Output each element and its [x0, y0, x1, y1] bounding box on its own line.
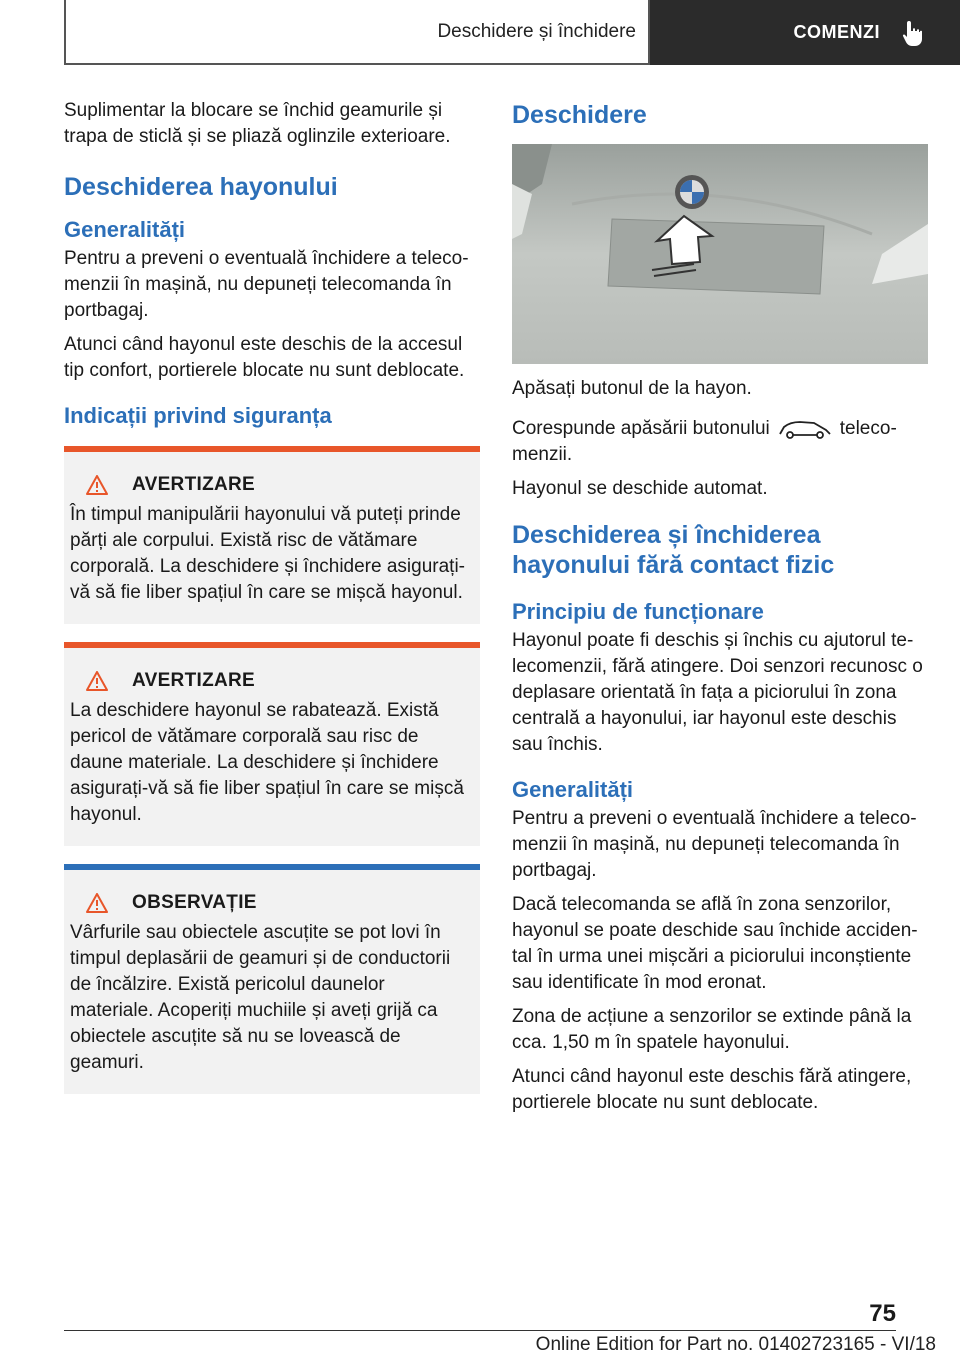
- warning-box-1: [64, 446, 480, 624]
- warning-triangle-icon: [86, 671, 108, 691]
- general2-paragraph-4: Atunci când hayonul este deschis fără atingere, portierele blocate nu sunt deblocate.: [512, 1066, 912, 1113]
- heading-safety: Indicații privind siguranța: [64, 403, 332, 428]
- tailgate-button-photo: [512, 144, 928, 364]
- chapter-title: COMENZI: [793, 22, 880, 42]
- heading-open: Deschidere: [512, 101, 647, 129]
- note-text: Vârfurile sau obiectele ascuțite se pot lovi în timpul deplasării de geamuri și de conductorii de încălzire. Există pericolul daunelor materiale. Acoperiți muchiile și aveți grijă ca obiectele ascuțite să nu se lovească de geamuri.: [70, 922, 451, 1073]
- chapter-tab[interactable]: [650, 0, 960, 65]
- car-tailgate-icon: [776, 418, 834, 440]
- warning-text: La deschidere hayonul se rabatează. Există pericol de vătămare corporală sau risc de daune materiale. La deschidere și închidere asigurați-vă să fie liber spațiul în care se mișcă hayonul.: [70, 700, 464, 825]
- page-header: [64, 0, 960, 65]
- section-title: Deschidere și închidere: [64, 0, 650, 65]
- right-column: [512, 98, 930, 1124]
- principle-paragraph: Hayonul poate fi deschis și închis cu ajutorul telecomenzii, fără atingere. Doi senzori recunosc o deplasare orientată în fața a piciorului în zona centrală a hayonului, iar hayonul este deschis sau închis.: [512, 630, 923, 755]
- heading-general: Generalități: [64, 217, 186, 242]
- warning-triangle-icon: [86, 893, 108, 913]
- general-paragraph-1: Pentru a preveni o eventuală închidere a telecomenzii în mașină, nu depuneți telecomanda în portbagaj.: [64, 248, 469, 321]
- note-title: OBSERVAȚIE: [132, 892, 257, 913]
- warning-box-2: [64, 642, 480, 846]
- correspond-text-b: telecomenzii.: [512, 418, 897, 465]
- warning-title: AVERTIZARE: [132, 474, 255, 495]
- left-column: [64, 98, 480, 1112]
- pointing-hand-icon: [900, 19, 926, 47]
- page-number: 75: [869, 1300, 896, 1327]
- warning-title: AVERTIZARE: [132, 670, 255, 691]
- general-paragraph-2: Atunci când hayonul este deschis de la accesul tip confort, portierele blocate nu sunt deblocate.: [64, 334, 465, 381]
- general2-paragraph-1: Pentru a preveni o eventuală închidere a telecomenzii în mașină, nu depuneți telecomanda în portbagaj.: [512, 808, 917, 881]
- heading-contactless: Deschiderea și închiderea hayonului fără contact fizic: [512, 521, 835, 579]
- note-box: [64, 864, 480, 1094]
- correspond-paragraph: [512, 416, 930, 468]
- intro-paragraph: Suplimentar la blocare se închid geamurile și trapa de sticlă și se pliază oglinzile exterioare.: [64, 100, 451, 147]
- heading-open-tailgate: Deschiderea hayonului: [64, 173, 338, 201]
- correspond-text-a: Corespunde apăsării butonului: [512, 418, 770, 439]
- warning-triangle-icon: [86, 475, 108, 495]
- general2-paragraph-2: Dacă telecomanda se află în zona senzorilor, hayonul se poate deschide sau închide accidental în urma unei mișcări a piciorului inconștiente sau identificate în mod eronat.: [512, 894, 918, 993]
- heading-principle: Principiu de funcționare: [512, 599, 764, 624]
- auto-open-paragraph: Hayonul se deschide automat.: [512, 478, 768, 499]
- press-button-paragraph: Apăsați butonul de la hayon.: [512, 378, 752, 399]
- heading-general-2: Generalități: [512, 777, 634, 802]
- warning-text: În timpul manipulării hayonului vă puteți prinde părți ale corpului. Există risc de vătămare corporală. La deschidere și închidere asigurați-vă să fie liber spațiul în care se mișcă hayonul.: [70, 504, 465, 603]
- general2-paragraph-3: Zona de acțiune a senzorilor se extinde până la cca. 1,50 m în spatele hayonului.: [512, 1006, 912, 1053]
- footer-rule: [64, 1330, 896, 1331]
- edition-note: Online Edition for Part no. 01402723165 - VI/18: [535, 1334, 936, 1355]
